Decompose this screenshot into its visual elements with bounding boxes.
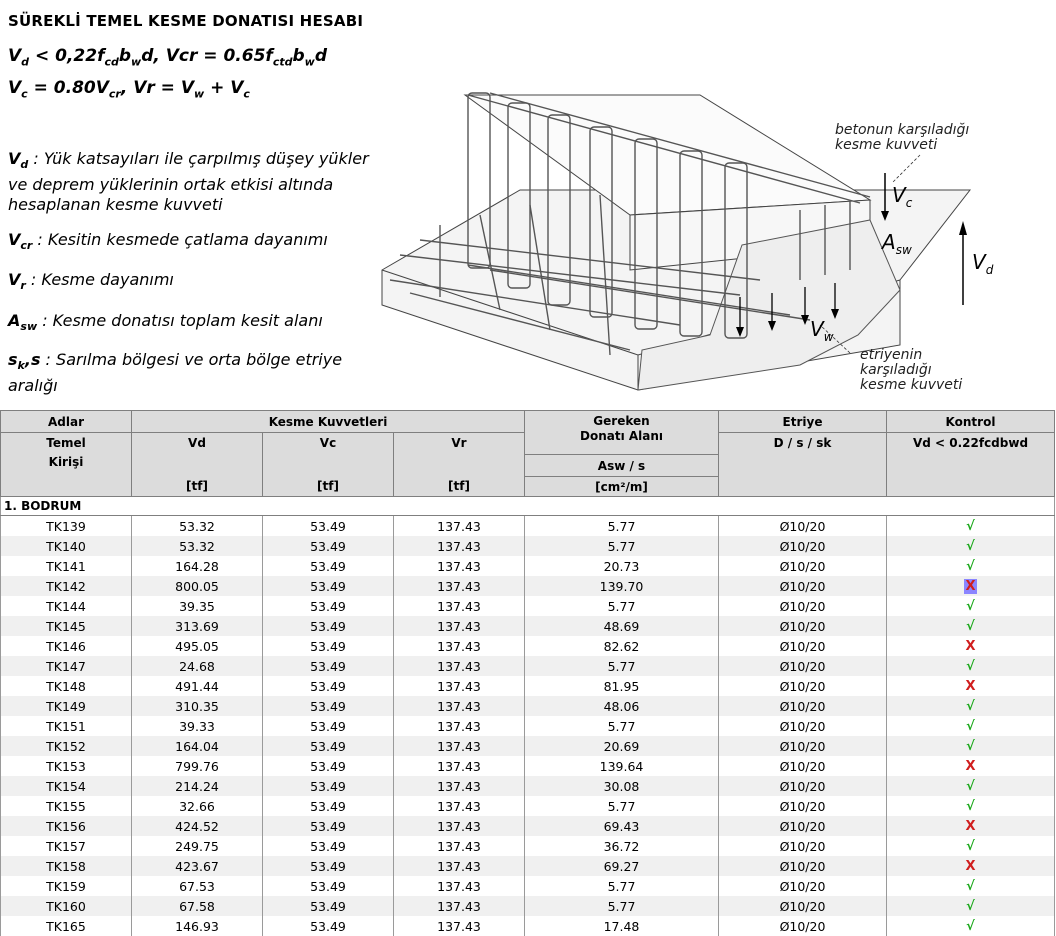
definition-sk-s: $s_k,s$ : Sarılma bölgesi ve orta bölge etriye aralığı: [8, 350, 343, 396]
table-row: [1, 836, 1055, 856]
cell-vr: 137.43: [394, 676, 525, 696]
cell-name: TK155: [1, 796, 132, 816]
check-ok-icon: √: [966, 799, 975, 814]
cell-vd: 39.33: [132, 716, 263, 736]
label-stirrup-shear: etriyenin karşıladığı kesme kuvveti: [860, 347, 963, 393]
cell-name: TK157: [1, 836, 132, 856]
cell-vr: 137.43: [394, 756, 525, 776]
check-ok-icon: √: [966, 779, 975, 794]
cell-etriye: Ø10/20: [719, 736, 887, 756]
definition-asw: $A_{sw}$ : Kesme donatısı toplam kesit alanı: [8, 311, 323, 334]
table-row: [1, 536, 1055, 556]
cell-vd: 53.32: [132, 536, 263, 556]
cell-asw: 36.72: [525, 836, 719, 856]
cell-etriye: Ø10/20: [719, 536, 887, 556]
cell-check: [887, 636, 1055, 656]
cell-vr: 137.43: [394, 816, 525, 836]
unit-asw: [cm²/m]: [525, 477, 719, 497]
cell-vd: 146.93: [132, 916, 263, 936]
check-fail-icon: X: [965, 859, 976, 874]
cell-check: [887, 716, 1055, 736]
cell-asw: 30.08: [525, 776, 719, 796]
cell-check: [887, 756, 1055, 776]
cell-check: [887, 696, 1055, 716]
table-row: [1, 656, 1055, 676]
cell-name: TK153: [1, 756, 132, 776]
formula-line-2: $V_c = 0.80V_{cr}$, $Vr = V_w + V_c$: [8, 78, 250, 101]
cell-check: [887, 876, 1055, 896]
cell-name: TK154: [1, 776, 132, 796]
cell-vr: 137.43: [394, 896, 525, 916]
cell-check: [887, 816, 1055, 836]
cell-vd: 214.24: [132, 776, 263, 796]
header-kirisi: Kirişi: [1, 455, 132, 477]
cell-check: [887, 596, 1055, 616]
check-fail-icon: X: [965, 579, 976, 594]
cell-vd: 32.66: [132, 796, 263, 816]
cell-etriye: Ø10/20: [719, 856, 887, 876]
cell-vd: 495.05: [132, 636, 263, 656]
page-title: SÜREKLİ TEMEL KESME DONATISI HESABI: [8, 12, 364, 30]
cell-asw: 5.77: [525, 896, 719, 916]
cell-asw: 5.77: [525, 536, 719, 556]
cell-vc: 53.49: [263, 916, 394, 936]
cell-vd: 310.35: [132, 696, 263, 716]
cell-vr: 137.43: [394, 536, 525, 556]
cell-asw: 5.77: [525, 716, 719, 736]
cell-vr: 137.43: [394, 796, 525, 816]
foundation-reinforcement-figure: [380, 65, 1056, 405]
check-ok-icon: √: [966, 539, 975, 554]
cell-name: TK148: [1, 676, 132, 696]
symbol-asw: $A_{sw}$: [882, 230, 912, 257]
cell-name: TK149: [1, 696, 132, 716]
label-concrete-shear: betonun karşıladığı kesme kuvveti: [835, 122, 970, 153]
cell-vc: 53.49: [263, 616, 394, 636]
cell-vd: 164.28: [132, 556, 263, 576]
table-row: [1, 896, 1055, 916]
cell-vd: 53.32: [132, 516, 263, 537]
cell-name: TK156: [1, 816, 132, 836]
cell-check: [887, 536, 1055, 556]
cell-vr: 137.43: [394, 576, 525, 596]
cell-asw: 48.69: [525, 616, 719, 636]
cell-name: TK142: [1, 576, 132, 596]
cell-name: TK140: [1, 536, 132, 556]
unit-vd: [tf]: [132, 477, 263, 497]
check-ok-icon: √: [966, 619, 975, 634]
cell-name: TK141: [1, 556, 132, 576]
cell-etriye: Ø10/20: [719, 776, 887, 796]
cell-etriye: Ø10/20: [719, 516, 887, 537]
symbol-vw: $V_w$: [810, 317, 834, 344]
table-row: [1, 696, 1055, 716]
table-row: [1, 576, 1055, 596]
cell-check: [887, 796, 1055, 816]
cell-check: [887, 916, 1055, 936]
cell-etriye: Ø10/20: [719, 576, 887, 596]
check-fail-icon: X: [965, 679, 976, 694]
cell-vr: 137.43: [394, 696, 525, 716]
cell-etriye: Ø10/20: [719, 556, 887, 576]
cell-check: [887, 516, 1055, 537]
cell-check: [887, 896, 1055, 916]
cell-vd: 423.67: [132, 856, 263, 876]
symbol-vc: $V_c$: [892, 183, 913, 210]
cell-name: TK160: [1, 896, 132, 916]
cell-vd: 164.04: [132, 736, 263, 756]
cell-asw: 17.48: [525, 916, 719, 936]
cell-etriye: Ø10/20: [719, 696, 887, 716]
cell-vc: 53.49: [263, 656, 394, 676]
cell-check: [887, 616, 1055, 636]
cell-vr: 137.43: [394, 636, 525, 656]
cell-etriye: Ø10/20: [719, 876, 887, 896]
cell-etriye: Ø10/20: [719, 836, 887, 856]
table-row: [1, 796, 1055, 816]
cell-etriye: Ø10/20: [719, 796, 887, 816]
cell-name: TK139: [1, 516, 132, 537]
symbol-vd: $V_d$: [972, 250, 994, 277]
cell-vr: 137.43: [394, 736, 525, 756]
unit-vc: [tf]: [263, 477, 394, 497]
cell-check: [887, 576, 1055, 596]
cell-vr: 137.43: [394, 916, 525, 936]
cell-etriye: Ø10/20: [719, 756, 887, 776]
cell-check: [887, 836, 1055, 856]
definition-vr: $V_r$ : Kesme dayanımı: [8, 270, 174, 293]
cell-name: TK152: [1, 736, 132, 756]
header-asw: Asw / s: [525, 455, 719, 477]
check-ok-icon: √: [966, 919, 975, 934]
cell-etriye: Ø10/20: [719, 716, 887, 736]
table-row: [1, 776, 1055, 796]
cell-name: TK151: [1, 716, 132, 736]
cell-asw: 139.70: [525, 576, 719, 596]
table-row: [1, 876, 1055, 896]
cell-vc: 53.49: [263, 796, 394, 816]
table-row: [1, 816, 1055, 836]
cell-vc: 53.49: [263, 636, 394, 656]
cell-etriye: Ø10/20: [719, 816, 887, 836]
cell-name: TK144: [1, 596, 132, 616]
cell-vc: 53.49: [263, 876, 394, 896]
table-row: [1, 756, 1055, 776]
cell-etriye: Ø10/20: [719, 676, 887, 696]
cell-check: [887, 656, 1055, 676]
cell-name: TK159: [1, 876, 132, 896]
cell-vd: 67.53: [132, 876, 263, 896]
report-header: [0, 0, 1056, 410]
cell-vr: 137.43: [394, 776, 525, 796]
check-ok-icon: √: [966, 839, 975, 854]
header-etriye: Etriye: [719, 411, 887, 433]
cell-name: TK158: [1, 856, 132, 876]
cell-check: [887, 556, 1055, 576]
check-ok-icon: √: [966, 559, 975, 574]
table-row: [1, 556, 1055, 576]
cell-asw: 5.77: [525, 876, 719, 896]
cell-vc: 53.49: [263, 556, 394, 576]
cell-asw: 69.43: [525, 816, 719, 836]
cell-vd: 24.68: [132, 656, 263, 676]
cell-vc: 53.49: [263, 516, 394, 537]
cell-vd: 67.58: [132, 896, 263, 916]
table-row: [1, 676, 1055, 696]
cell-name: TK145: [1, 616, 132, 636]
table-row: [1, 616, 1055, 636]
definition-vd: $V_d$ : Yük katsayıları ile çarpılmış düşey yükler ve deprem yüklerinin ortak etkisi altında hesaplanan kesme kuvveti: [8, 149, 369, 215]
header-gereken: Gereken Donatı Alanı: [525, 411, 719, 455]
cell-asw: 5.77: [525, 596, 719, 616]
header-d-s-sk: D / s / sk: [719, 433, 887, 497]
cell-asw: 82.62: [525, 636, 719, 656]
cell-etriye: Ø10/20: [719, 916, 887, 936]
cell-vd: 491.44: [132, 676, 263, 696]
cell-vc: 53.49: [263, 716, 394, 736]
check-ok-icon: √: [966, 739, 975, 754]
cell-vr: 137.43: [394, 556, 525, 576]
cell-vr: 137.43: [394, 616, 525, 636]
cell-vc: 53.49: [263, 596, 394, 616]
cell-vr: 137.43: [394, 856, 525, 876]
table-row: [1, 516, 1055, 537]
cell-asw: 5.77: [525, 516, 719, 537]
cell-check: [887, 776, 1055, 796]
cell-etriye: Ø10/20: [719, 616, 887, 636]
cell-name: TK147: [1, 656, 132, 676]
cell-vc: 53.49: [263, 736, 394, 756]
cell-vc: 53.49: [263, 896, 394, 916]
cell-asw: 5.77: [525, 656, 719, 676]
cell-vc: 53.49: [263, 576, 394, 596]
section-label: 1. BODRUM: [1, 497, 1055, 516]
cell-check: [887, 736, 1055, 756]
header-vd-check: Vd < 0.22fcdbwd: [887, 433, 1055, 497]
formula-line-1: $V_d < 0,22f_{cd}b_wd$, Vcr = $0.65f_{ctd}b_wd$: [8, 46, 327, 69]
cell-etriye: Ø10/20: [719, 596, 887, 616]
cell-name: TK146: [1, 636, 132, 656]
table-row: [1, 736, 1055, 756]
cell-asw: 48.06: [525, 696, 719, 716]
cell-vd: 313.69: [132, 616, 263, 636]
check-fail-icon: X: [965, 759, 976, 774]
cell-vd: 39.35: [132, 596, 263, 616]
header-vr: Vr: [394, 433, 525, 477]
cell-vc: 53.49: [263, 816, 394, 836]
cell-etriye: Ø10/20: [719, 636, 887, 656]
cell-vd: 800.05: [132, 576, 263, 596]
cell-vr: 137.43: [394, 716, 525, 736]
check-ok-icon: √: [966, 519, 975, 534]
cell-vc: 53.49: [263, 696, 394, 716]
table-row: [1, 636, 1055, 656]
check-ok-icon: √: [966, 879, 975, 894]
cell-etriye: Ø10/20: [719, 896, 887, 916]
cell-vr: 137.43: [394, 656, 525, 676]
cell-vc: 53.49: [263, 776, 394, 796]
cell-vc: 53.49: [263, 856, 394, 876]
check-ok-icon: √: [966, 599, 975, 614]
table-row: [1, 596, 1055, 616]
table-row: [1, 916, 1055, 936]
table-row: [1, 856, 1055, 876]
header-temel: Temel: [1, 433, 132, 455]
cell-vd: 424.52: [132, 816, 263, 836]
shear-reinforcement-table: [0, 410, 1055, 936]
check-ok-icon: √: [966, 699, 975, 714]
check-fail-icon: X: [965, 639, 976, 654]
cell-asw: 20.69: [525, 736, 719, 756]
header-vc: Vc: [263, 433, 394, 477]
cell-check: [887, 856, 1055, 876]
check-ok-icon: √: [966, 719, 975, 734]
cell-asw: 5.77: [525, 796, 719, 816]
cell-vr: 137.43: [394, 876, 525, 896]
cell-vr: 137.43: [394, 516, 525, 537]
cell-vc: 53.49: [263, 756, 394, 776]
header-vd: Vd: [132, 433, 263, 477]
header-kontrol: Kontrol: [887, 411, 1055, 433]
definition-vcr: $V_{cr}$ : Kesitin kesmede çatlama dayanımı: [8, 230, 328, 253]
cell-asw: 69.27: [525, 856, 719, 876]
header-adlar: Adlar: [1, 411, 132, 433]
cell-asw: 20.73: [525, 556, 719, 576]
cell-asw: 81.95: [525, 676, 719, 696]
check-ok-icon: √: [966, 899, 975, 914]
table-row: [1, 716, 1055, 736]
unit-vr: [tf]: [394, 477, 525, 497]
header-kesme-kuvvetleri: Kesme Kuvvetleri: [132, 411, 525, 433]
cell-name: TK165: [1, 916, 132, 936]
check-ok-icon: √: [966, 659, 975, 674]
cell-etriye: Ø10/20: [719, 656, 887, 676]
cell-vc: 53.49: [263, 676, 394, 696]
cell-vr: 137.43: [394, 836, 525, 856]
cell-asw: 139.64: [525, 756, 719, 776]
cell-vc: 53.49: [263, 536, 394, 556]
cell-vd: 249.75: [132, 836, 263, 856]
cell-check: [887, 676, 1055, 696]
cell-vc: 53.49: [263, 836, 394, 856]
cell-vr: 137.43: [394, 596, 525, 616]
check-fail-icon: X: [965, 819, 976, 834]
cell-vd: 799.76: [132, 756, 263, 776]
